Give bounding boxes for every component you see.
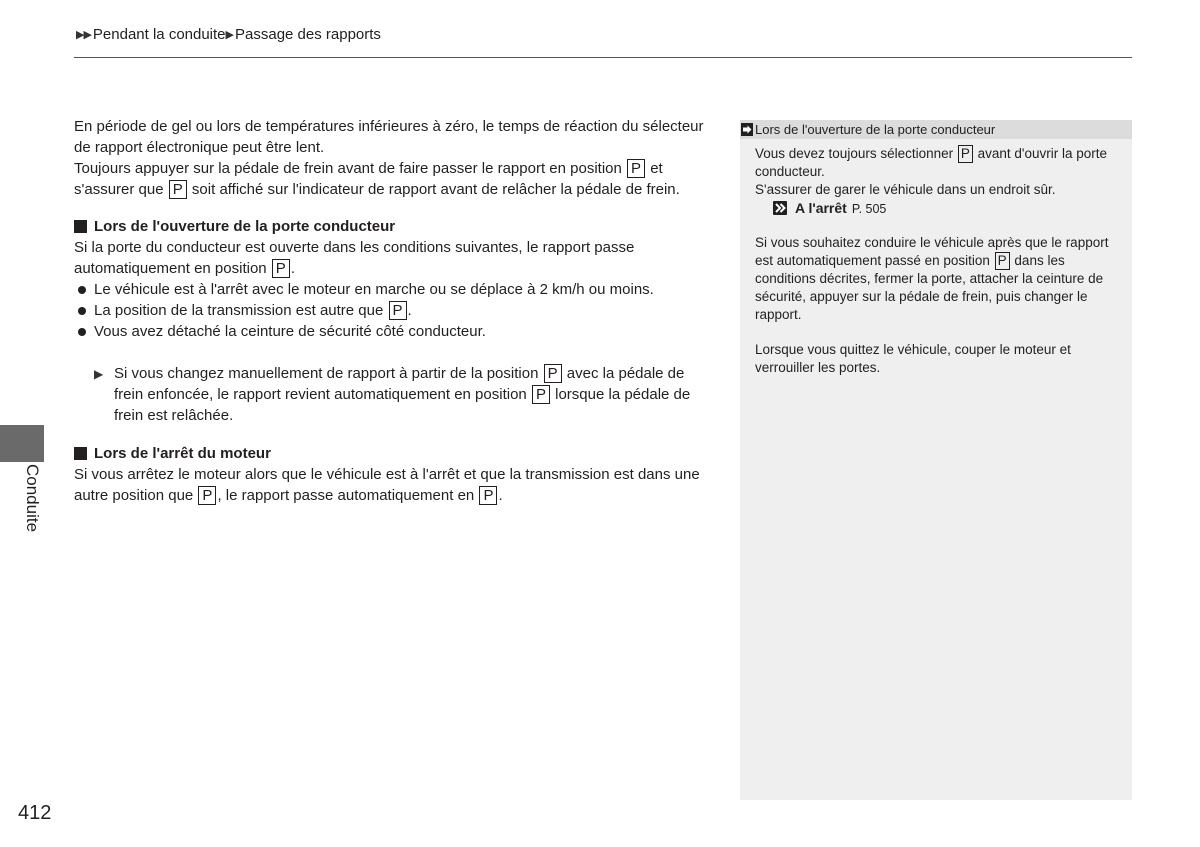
square-icon: [74, 447, 87, 460]
sidebar-block: [755, 234, 1125, 324]
heading-line: [74, 443, 734, 464]
text-line: [74, 464, 734, 485]
list-item-text: La position de la transmission est autre que: [94, 302, 388, 319]
park-position-key: P: [544, 364, 562, 383]
text: Si vous arrêtez le moteur alors que le véhicule est à l'arrêt et que la transmission est dans une: [74, 466, 700, 483]
sidebar-line: [755, 252, 1125, 270]
text: Toujours appuyer sur la pédale de frein avant de faire passer le rapport en position: [74, 160, 627, 177]
text-line: [74, 179, 734, 200]
note-text: frein enfoncée, le rapport revient automatiquement en position: [114, 386, 531, 403]
sidebar-line: [755, 288, 1125, 306]
engine-off-body: [74, 464, 734, 506]
text-line: [74, 158, 734, 179]
chapter-tab-marker: [0, 425, 44, 462]
breadcrumb-separator-icon: ▶: [225, 27, 233, 41]
sidebar-line: [755, 181, 1125, 199]
list-item: [74, 279, 734, 300]
sidebar-text: conditions décrites, fermer la porte, attacher la ceinture de: [755, 271, 1104, 286]
text-line: [74, 116, 734, 137]
sidebar-block: [755, 341, 1125, 377]
note-arrow-icon: ▶: [94, 367, 104, 381]
note-text: Si vous changez manuellement de rapport à partir de la position: [114, 365, 543, 382]
dot-icon: [78, 286, 86, 294]
text: et: [646, 160, 663, 177]
text: Si la porte du conducteur est ouverte dans les conditions suivantes, le rapport passe: [74, 239, 635, 256]
sidebar-text: verrouiller les portes.: [755, 360, 881, 375]
park-position-key: P: [198, 486, 216, 505]
text: En période de gel ou lors de températures inférieures à zéro, le temps de réaction du sélecteur: [74, 118, 704, 135]
page-number: 412: [18, 802, 52, 824]
text-line: [74, 237, 734, 258]
text: s'assurer que: [74, 181, 168, 198]
list-item-text: Le véhicule est à l'arrêt avec le moteur en marche ou se déplace à 2 km/h ou moins.: [94, 281, 654, 298]
sidebar-line: [755, 163, 1125, 181]
park-position-key: P: [627, 159, 645, 178]
note-block: [94, 363, 734, 426]
engine-off-heading: [74, 443, 734, 464]
heading-text: Lors de l'arrêt du moteur: [94, 445, 271, 462]
text: , le rapport passe automatiquement en: [217, 487, 479, 504]
text-line: [74, 137, 734, 158]
note-text: frein est relâchée.: [114, 407, 234, 424]
cross-reference-icon: [773, 201, 787, 215]
main-content: [74, 0, 734, 600]
sidebar-line: [755, 234, 1125, 252]
note-line: [94, 384, 734, 405]
sidebar-text: sécurité, appuyer sur la pédale de frein, puis changer le: [755, 289, 1088, 304]
sidebar-text: conducteur.: [755, 164, 825, 179]
reference-icon: [741, 123, 753, 136]
sidebar-text: est automatiquement passé en position: [755, 253, 994, 268]
note-line: [94, 363, 734, 384]
note-text: avec la pédale de: [562, 365, 685, 382]
sidebar-note-panel: [740, 120, 1132, 800]
park-position-key: P: [479, 486, 497, 505]
sidebar-line: [755, 270, 1125, 288]
park-position-key: P: [389, 301, 407, 320]
sidebar-text: Lorsque vous quittez le véhicule, couper le moteur et: [755, 342, 1071, 357]
breadcrumb-double-arrow-icon: ▶▶: [76, 27, 91, 41]
park-position-key: P: [169, 180, 187, 199]
text: autre position que: [74, 487, 198, 504]
door-section-heading: [74, 216, 734, 237]
sidebar-text: Vous devez toujours sélectionner: [755, 146, 957, 161]
heading-line: [74, 216, 734, 237]
cross-reference-link[interactable]: [755, 199, 1125, 217]
text-line: [74, 258, 734, 279]
dot-icon: [78, 328, 86, 336]
note-line: [94, 405, 734, 426]
text-line: [74, 485, 734, 506]
square-icon: [74, 220, 87, 233]
list-item-text: .: [407, 302, 412, 319]
dot-icon: [78, 307, 86, 315]
heading-text: Lors de l'ouverture de la porte conducteur: [94, 218, 396, 235]
chapter-tab-label: Conduite: [23, 464, 42, 533]
note-text: lorsque la pédale de: [550, 386, 691, 403]
text: automatiquement en position: [74, 260, 271, 277]
breadcrumb-section: Pendant la conduite: [92, 25, 226, 43]
breadcrumb-current: Passage des rapports: [235, 25, 381, 43]
text: de rapport électronique peut être lent.: [74, 139, 325, 156]
reference-page: P. 505: [851, 202, 887, 216]
text: .: [498, 487, 503, 504]
sidebar-title: Lors de l'ouverture de la porte conducteur: [755, 122, 996, 137]
sidebar-line: [755, 145, 1125, 163]
list-item: [74, 300, 734, 321]
sidebar-line: [755, 306, 1125, 324]
sidebar-text: rapport.: [755, 307, 802, 322]
park-position-key: P: [272, 259, 290, 278]
park-position-key: P: [532, 385, 550, 404]
park-position-key: P: [958, 145, 973, 163]
sidebar-block: [755, 145, 1125, 217]
sidebar-text: S'assurer de garer le véhicule dans un endroit sûr.: [755, 182, 1056, 197]
text: .: [290, 260, 295, 277]
intro-paragraph: [74, 116, 734, 200]
text: soit affiché sur l'indicateur de rapport avant de relâcher la pédale de frein.: [187, 181, 680, 198]
sidebar-line: [755, 341, 1125, 359]
sidebar-text: dans les: [1010, 253, 1065, 268]
reference-title: A l'arrêt: [795, 200, 847, 216]
sidebar-title-bar: [740, 120, 1132, 139]
sidebar-text: Si vous souhaitez conduire le véhicule après que le rapport: [755, 235, 1109, 250]
sidebar-text: avant d'ouvrir la porte: [973, 146, 1108, 161]
sidebar-line: [755, 359, 1125, 377]
list-item: [74, 321, 734, 342]
door-section-body: [74, 237, 734, 342]
list-item-text: Vous avez détaché la ceinture de sécurité côté conducteur.: [94, 323, 486, 340]
park-position-key: P: [995, 252, 1010, 270]
